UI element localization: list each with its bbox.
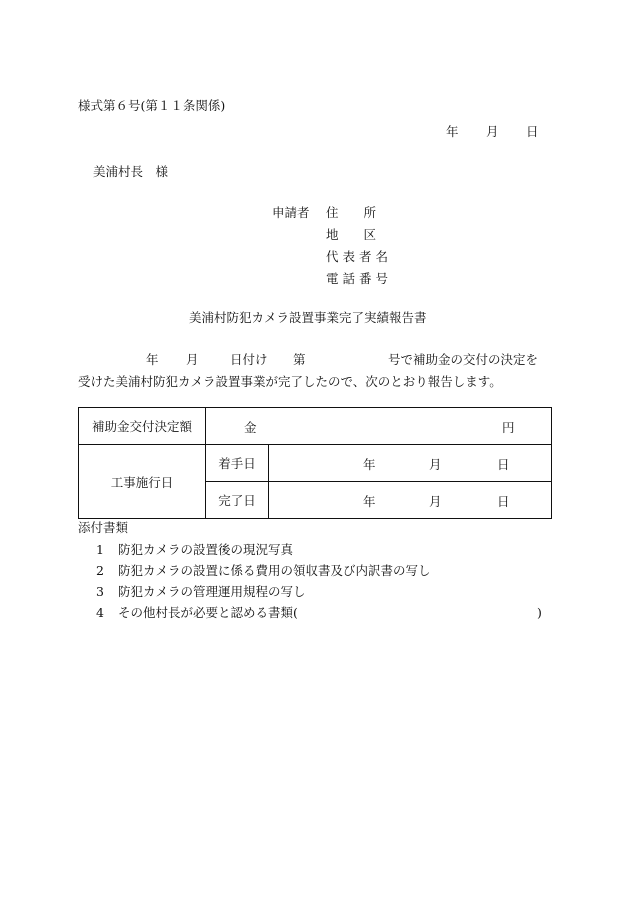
table-row-start xyxy=(79,445,552,482)
end-date-label: 完了日 xyxy=(206,482,269,519)
addressee: 美浦村長 様 xyxy=(93,164,169,179)
body-year: 年 xyxy=(146,352,159,367)
table-row-subsidy xyxy=(79,408,552,445)
applicant-field-address: 住 所 xyxy=(326,205,377,220)
start-date-cell xyxy=(269,445,552,482)
body-line2: 受けた美浦村防犯カメラ設置事業が完了したので、次のとおり報告します。 xyxy=(78,374,502,389)
date-month-label: 月 xyxy=(486,124,499,139)
attachment-number: 4 xyxy=(96,605,104,620)
body-month: 月 xyxy=(186,352,199,367)
body-day-dated: 日付け xyxy=(230,352,268,367)
attachment-text: 防犯カメラの管理運用規程の写し xyxy=(118,584,306,599)
attachment-number: 1 xyxy=(96,542,104,557)
attachment-number: 3 xyxy=(96,584,104,599)
subsidy-unit: 円 xyxy=(502,420,515,435)
attachment-text: 防犯カメラの設置に係る費用の領収書及び内訳書の写し xyxy=(118,563,431,578)
start-date-label: 着手日 xyxy=(206,445,269,482)
end-day: 日 xyxy=(497,494,510,509)
applicant-label: 申請者 xyxy=(272,205,310,220)
start-year: 年 xyxy=(363,457,376,472)
attachment-text: 防犯カメラの設置後の現況写真 xyxy=(118,542,294,557)
start-day: 日 xyxy=(497,457,510,472)
applicant-field-phone: 電話番号 xyxy=(326,271,393,286)
end-date-cell xyxy=(269,482,552,519)
subsidy-prefix: 金 xyxy=(244,420,257,435)
subsidy-amount-label: 補助金交付決定額 xyxy=(79,408,206,445)
report-table xyxy=(78,407,552,519)
date-day-label: 日 xyxy=(526,124,539,139)
document-title: 美浦村防犯カメラ設置事業完了実績報告書 xyxy=(189,310,427,325)
subsidy-amount-cell xyxy=(206,408,552,445)
date-year-label: 年 xyxy=(446,124,459,139)
attachments-heading: 添付書類 xyxy=(78,520,129,535)
construction-date-label: 工事施行日 xyxy=(79,445,206,519)
attachment-number: 2 xyxy=(96,563,104,578)
applicant-field-district: 地 区 xyxy=(326,227,377,242)
attachment-close-paren: ) xyxy=(537,605,542,620)
body-line1-rest: 号で補助金の交付の決定を xyxy=(388,352,539,367)
body-number-prefix: 第 xyxy=(293,352,306,367)
start-month: 月 xyxy=(429,457,442,472)
applicant-field-representative: 代表者名 xyxy=(326,249,393,264)
end-month: 月 xyxy=(429,494,442,509)
form-number: 様式第６号(第１１条関係) xyxy=(78,98,226,113)
end-year: 年 xyxy=(363,494,376,509)
attachment-text: その他村長が必要と認める書類( xyxy=(118,605,298,620)
